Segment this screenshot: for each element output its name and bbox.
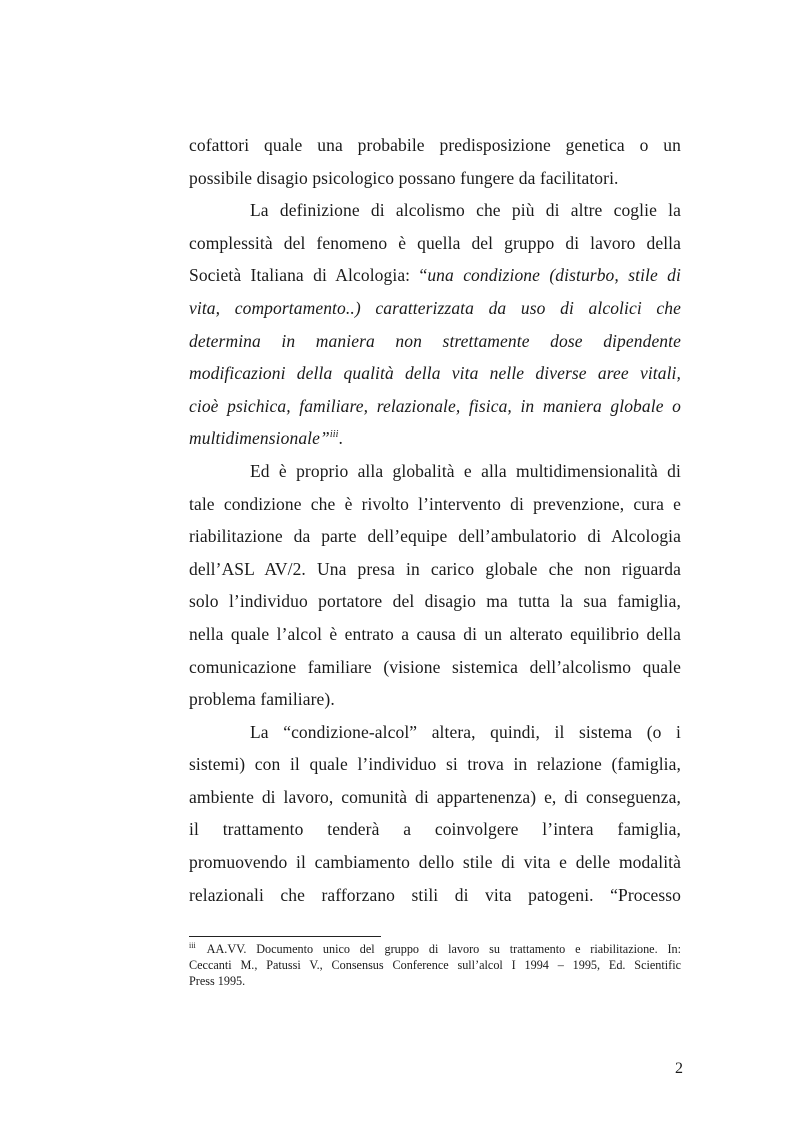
footnote-separator — [189, 936, 381, 937]
text-line: complessità del fenomeno è quella del gruppo di lavoro della — [189, 232, 681, 253]
text-line: solo l’individuo portatore del disagio ma tutta la sua famiglia, — [189, 591, 681, 612]
quote-segment: multidimensionale” — [189, 428, 330, 449]
text-line: promuovendo il cambiamento dello stile di vita e delle modalità — [189, 852, 681, 873]
text-line — [189, 259, 681, 292]
quote-segment: una condizione (disturbo, stile di — [427, 265, 681, 286]
quote-line: modificazioni della qualità della vita nelle diverse aree vitali, — [189, 363, 681, 384]
text-line: riabilitazione da parte dell’equipe dell’ambulatorio di Alcologia — [189, 526, 681, 547]
text-line: Ed è proprio alla globalità e alla multidimensionalità di — [250, 460, 681, 481]
footnote-marker: iii — [189, 941, 196, 950]
footnote-reference: iii — [329, 429, 339, 441]
text-line: problema familiare). — [189, 689, 335, 710]
footnote-line — [189, 941, 681, 957]
text-segment: . — [338, 428, 343, 449]
footnote-line: Ceccanti M., Patussi V., Consensus Conference sull’alcol I 1994 – 1995, Ed. Scientific — [189, 958, 681, 972]
text-line — [189, 422, 681, 455]
footnote-line: Press 1995. — [189, 974, 246, 988]
text-line: comunicazione familiare (visione sistemica dell’alcolismo quale — [189, 656, 681, 677]
quote-line: determina in maniera non strettamente dose dipendente — [189, 330, 681, 351]
quote-line: vita, comportamento..) caratterizzata da uso di alcolici che — [189, 297, 681, 318]
text-line: il trattamento tenderà a coinvolgere l’intera famiglia, — [189, 819, 681, 840]
text-segment: Società Italiana di Alcologia: “ — [189, 265, 428, 286]
body-text — [189, 129, 681, 911]
text-line: La definizione di alcolismo che più di altre coglie la — [250, 200, 681, 221]
text-line: sistemi) con il quale l’individuo si trova in relazione (famiglia, — [189, 754, 681, 775]
text-line: relazionali che rafforzano stili di vita patogeni. “Processo — [189, 884, 681, 905]
footnote — [189, 941, 681, 989]
text-line: ambiente di lavoro, comunità di appartenenza) e, di conseguenza, — [189, 786, 681, 807]
text-line: nella quale l’alcol è entrato a causa di un alterato equilibrio della — [189, 623, 681, 644]
text-line: tale condizione che è rivolto l’intervento di prevenzione, cura e — [189, 493, 681, 514]
text-line: dell’ASL AV/2. Una presa in carico globale che non riguarda — [189, 558, 681, 579]
footnote-text: AA.VV. Documento unico del gruppo di lavoro su trattamento e riabilitazione. In: — [206, 942, 681, 956]
quote-line: cioè psichica, familiare, relazionale, fisica, in maniera globale o — [189, 395, 681, 416]
text-line: cofattori quale una probabile predisposizione genetica o un — [189, 135, 681, 155]
text-line: La “condizione-alcol” altera, quindi, il sistema (o i — [250, 721, 681, 742]
page-number: 2 — [675, 1060, 683, 1077]
text-line: possibile disagio psicologico possano fungere da facilitatori. — [189, 167, 619, 188]
